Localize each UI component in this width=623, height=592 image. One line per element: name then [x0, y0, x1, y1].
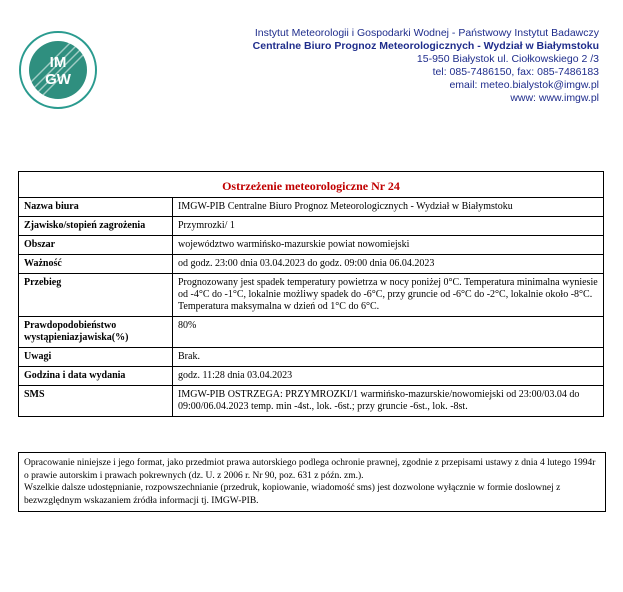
row-label: Uwagi [19, 348, 173, 367]
table-row [19, 274, 604, 317]
email-link[interactable]: email: meteo.bialystok@imgw.pl [449, 79, 599, 91]
row-value: IMGW-PIB OSTRZEGA: PRZYMROZKI/1 warmińsko-mazurskie/nowomiejski od 23:00/03.04 do 09:00/06.04.2023 temp. min -4st., lok. -6st.; przy gruncie -6st., lok. -8st. [173, 386, 604, 417]
row-value: województwo warmińsko-mazurskie powiat nowomiejski [173, 236, 604, 255]
row-label: Godzina i data wydania [19, 367, 173, 386]
row-value: Brak. [173, 348, 604, 367]
row-label: Nazwa biura [19, 198, 173, 217]
office-name: Centralne Biuro Prognoz Meteorologicznych - Wydział w Białymstoku [252, 40, 599, 52]
table-row [19, 317, 604, 348]
svg-text:IM: IM [49, 54, 67, 71]
row-label: Obszar [19, 236, 173, 255]
table-row [19, 236, 604, 255]
copyright-note: Opracowanie niniejsze i jego format, jako przedmiot prawa autorskiego podlega ochronie prawnej, zgodnie z przepisami ustawy z dnia 4 lutego 1994r o prawie autorskim i prawach pokrewnych (dz. U. z 2006 r. Nr 90, poz. 631 z późn. zm.). [24, 458, 596, 481]
table-row [19, 198, 604, 217]
table-row [19, 348, 604, 367]
letterhead [0, 0, 623, 115]
table-row [19, 367, 604, 386]
row-label: SMS [19, 386, 173, 417]
www-link[interactable]: www: www.imgw.pl [510, 92, 599, 104]
svg-text:GW: GW [45, 71, 71, 88]
copyright-notes [18, 452, 606, 512]
row-value: Prognozowany jest spadek temperatury powietrza w nocy poniżej 0°C. Temperatura minimalna wyniesie od -4°C do -1°C, lokalnie możliwy spadek do -6°C, przy gruncie od -6°C do -2°C, lokalnie około -8°C. Temperatura maksymalna w dzień od 1°C do 6°C. [173, 274, 604, 317]
row-label: Ważność [19, 255, 173, 274]
row-value: godz. 11:28 dnia 03.04.2023 [173, 367, 604, 386]
address: 15-950 Białystok ul. Ciołkowskiego 2 /3 [416, 53, 599, 65]
imgw-logo [18, 30, 98, 110]
table-row [19, 386, 604, 417]
row-value: 80% [173, 317, 604, 348]
row-value: Przymrozki/ 1 [173, 217, 604, 236]
table-row [19, 255, 604, 274]
distribution-note: Wszelkie dalsze udostępnianie, rozpowszechnianie (przedruk, kopiowanie, wiadomość sms) jest dozwolone wyłącznie w formie doslownej z bezwzględnym wskazaniem źródła informacji tj. IMGW-PIB. [24, 483, 561, 506]
row-label: Prawdopodobieństwo wystąpieniazjawiska(%) [19, 317, 173, 348]
warning-title: Ostrzeżenie meteorologiczne Nr 24 [19, 172, 604, 198]
phone-fax: tel: 085-7486150, fax: 085-7486183 [432, 66, 599, 78]
row-label: Zjawisko/stopień zagrożenia [19, 217, 173, 236]
row-value: IMGW-PIB Centralne Biuro Prognoz Meteorologicznych - Wydział w Białymstoku [173, 198, 604, 217]
row-label: Przebieg [19, 274, 173, 317]
warning-table [18, 171, 604, 417]
table-row [19, 217, 604, 236]
institute-name: Instytut Meteorologii i Gospodarki Wodnej - Państwowy Instytut Badawczy [254, 27, 599, 39]
institute-contact [253, 27, 599, 105]
row-value: od godz. 23:00 dnia 03.04.2023 do godz. 09:00 dnia 06.04.2023 [173, 255, 604, 274]
warning-title-row [19, 172, 604, 198]
